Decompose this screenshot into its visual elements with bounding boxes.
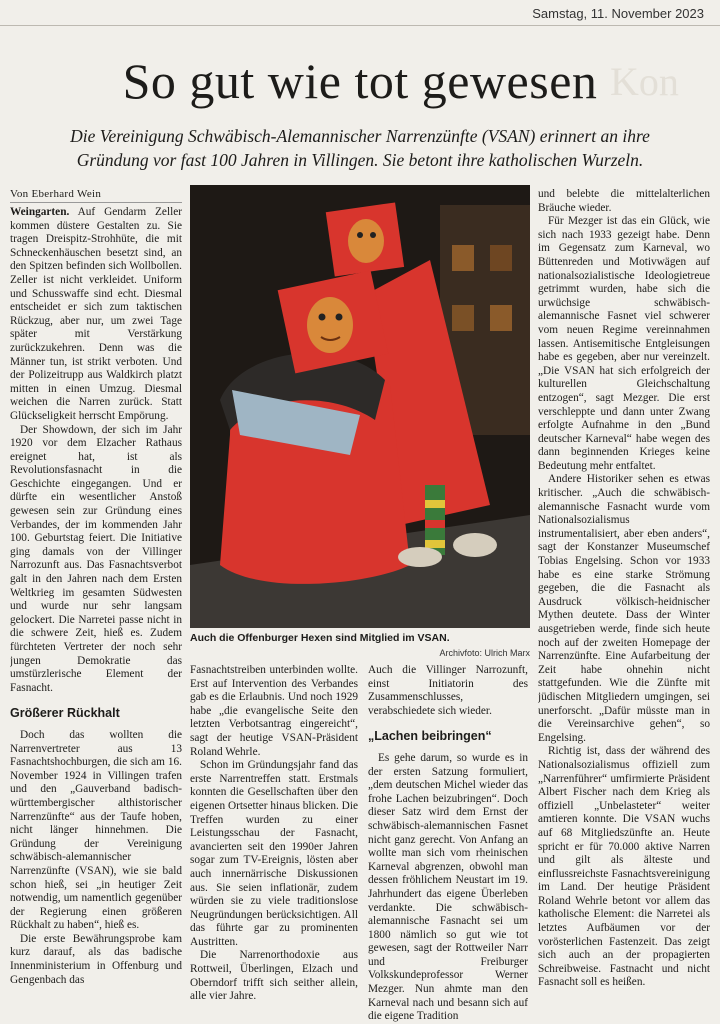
- paragraph: und belebte die mittelalterlichen Bräuche wieder.: [538, 188, 710, 214]
- paragraph: Für Mezger ist das ein Glück, wie sich nach 1933 gezeigt habe. Denn im Gegensatz zum Karneval, wo Büttenreden und Motivwägen auf nationalsozialistische Ideologietreue getrimmt wurden, habe sich die urwüchsige schwäbisch-alemannische Fasnet viel schwerer vom neuen Regime vereinnahmen lassen. Antisemitische Entgleisungen habe es gegeben, aber nur vereinzelt. „Die VSAN hat sich erfolgreich der kulturellen Gleichschaltung entzogen“, sagt Mezger. Die erst verschleppte und dann unter Zwang erfolgte Aufnahme in den „Bund deutscher Karneval“ habe wegen des dann beginnenden Krieges keine Bedeutung mehr entfaltet.: [538, 215, 710, 472]
- paragraph: [10, 206, 182, 424]
- photo-credit: Archivfoto: Ulrich Marx: [439, 648, 530, 658]
- text-column-4: [538, 188, 710, 1024]
- subheading: Größerer Rückhalt: [10, 706, 120, 721]
- paragraph: Fasnachtstreiben unterbinden wollte. Erst auf Intervention des Verbandes gab es die Erlaubnis. Und noch 1929 habe „die evangelische Seite den letzten Verbotsantrag eingereicht“, sagt der heutige VSAN-Präsident Roland Wehrle.: [190, 664, 358, 758]
- paragraph-text: Auf Gendarm Zeller kommen düstere Gestalten zu. Sie tragen Dreispitz-Strohhüte, die mit Schneckenhäuschen besetzt sind, an den Spitzen befinden sich Wollbollen. Zeller ist nicht verkleidet. Uniform und Schusswaffe sind echt. Diesmal entscheidet er sich zum taktischen Rückzug, aber nur, um zwei Tage später mit Verstärkung zurückzukehren. Denn was die Männer tun, ist strikt verboten. Und der Polizeitrupp aus Waldkirch platzt mitten in einen Umzug. Diesmal weichen die Narren zurück. Statt Glückseligkeit herrscht Empörung.: [10, 206, 182, 422]
- article-photo: [190, 185, 530, 628]
- text-column-1: [10, 206, 182, 1024]
- paragraph: Doch das wollten die Narrenvertreter aus 13 Fasnachtshochburgen, die sich am 16. November 1924 in Villingen trafen und den „Gauverband badisch-württembergischer althistorischer Narrenzünfte“ aus der Taufe hoben, nicht länger hinnehmen. Die Gründung der Vereinigung schwäbisch-alemannischer Narrenzünfte (VSAN), wie sie bald schon hieß, sei „in heutiger Zeit notwendig, um namentlich gegenüber der Regierung einen größeren Rückhalt zu haben“, hieß es.: [10, 728, 182, 932]
- text-column-2: [190, 664, 358, 1024]
- article-title: So gut wie tot gewesen: [122, 53, 598, 109]
- article-lead: Die Vereinigung Schwäbisch-Alemannischer Narrenzünfte (VSAN) erinnert an ihre Gründung vor fast 100 Jahren in Villingen. Sie betont ihre katholischen Wurzeln.: [70, 126, 650, 170]
- paragraph: Auch die Villinger Narrozunft, einst Initiatorin des Zusammenschlusses, verabschiedete sich wieder.: [368, 664, 528, 717]
- paragraph: Schon im Gründungsjahr fand das erste Narrentreffen statt. Erstmals konnten die Gesellschaften über den eigenen Ortsetter hinaus blicken. Die Treffen wurden zu einer Leistungsschau der Fasnacht, avancierten seit den 1990er Jahren sogar zum TV-Ereignis, lösten aber auch innernärrische Diskussionen aus. Sie seien inflationär, zudem würden sie zu viele traditionslose Neugründungen berücksichtigen. All das führte gar zu prominenten Austritten.: [190, 759, 358, 948]
- photo-caption: Auch die Offenburger Hexen sind Mitglied im VSAN.: [190, 632, 450, 644]
- paragraph: Andere Historiker sehen es etwas kritischer. „Auch die schwäbisch-alemannische Fasnacht wurde vom Nationalsozialismus instrumentalisiert, aber eben anders“, sagt der Konstanzer Museumschef Tobias Engelsing. Schon vor 1933 habe es eine starke Strömung gegeben, die die Fasnacht als Ausdruck völkisch-heidnischer Mythen deutete. Dass der Winter ausgetrieben werde, finde sich heute noch auf der zweiten Homepage der Narrenzünfte. Eine Aufarbeitung der Zeit habe ohnehin nicht stattgefunden. Wie die Zünfte mit jüdischen Mitgliedern umgingen, sei unerforscht. „Dafür müsste man in die Vereinsarchive gehen“, so Engelsing.: [538, 473, 710, 744]
- paragraph: Richtig ist, dass der während des Nationalsozialismus offiziell zum „Narrenführer“ umfirmierte Präsident Albert Fischer nach dem Krieg als offiziell „Unbelasteter“ weiter amtieren konnte. Die VSAN wuchs auf 68 Mitgliedszünfte an. Heute spricht er für 70.000 aktive Narren und gilt als älteste und einflussreichste Fasnachtsvereinigung im Land. Der heutige Präsident Roland Wehrle betont vor allem das katholische Element: die Narretei als letztes Aufbäumen vor der vorösterlichen Fastenzeit. Das zeigt sich auch an der propagierten Schreibweise. Fastnacht und nicht Fasnacht soll es heißen.: [538, 745, 710, 989]
- paragraph: Der Showdown, der sich im Jahr 1920 vor dem Elzacher Rathaus ereignet hat, ist als Revolutionsfasnacht in die Geschichte eingegangen. Und er dürfte ein wesentlicher Anstoß gewesen sein zur Gründung eines Verbandes, der im kommenden Jahr 100. Geburtstag feiert. Die Initiative ging damals von der Villinger Narrozunft aus. Das Fasnachtsverbot galt in den Jahren nach dem Ersten Weltkrieg im gesamten Südwesten und wurde nur sehr langsam gelockert. Die Narretei passe nicht in die schwere Zeit, hieß es. Zudem fürchteten Vertreter der noch sehr jungen Demokratie das umstürzlerische Element der Fasnacht.: [10, 423, 182, 694]
- paragraph: Die erste Bewährungsprobe kam kurz darauf, als das badische Innenministerium in Offenburg und Gengenbach das: [10, 932, 182, 986]
- author-byline: Von Eberhard Wein: [10, 188, 182, 203]
- paragraph: Es gehe darum, so wurde es in der ersten Satzung formuliert, „dem deutschen Michel wieder das frohe Lachen beizubringen“. Doch dieser Satz wird dem Ernst der schwäbisch-alemannischen Fasnet nicht ganz gerecht. Von Anfang an wollte man sich vom rheinischen Karneval abgrenzen, obwohl man dessen fröhlichem Neustart im 19. Jahrhundert das eigene Überleben verdankte. Die schwäbisch-alemannische Fasnacht sei um 1800 nämlich so gut wie tot gewesen, sagt der Rottweiler Narr und Freiburger Volkskundeprofessor Werner Mezger. Nun ahmte man den Karneval nach und besann sich auf die eigene Tradition: [368, 751, 528, 1023]
- dateline: Weingarten.: [10, 206, 70, 218]
- witch-figures-illustration: [190, 185, 530, 628]
- date-line: Samstag, 11. November 2023: [532, 6, 704, 21]
- paragraph: Die Narrenorthodoxie aus Rottweil, Überlingen, Elzach und Oberndorf trifft sich seither allein, alle vier Jahre.: [190, 949, 358, 1003]
- bleed-through-text: Kon: [610, 59, 679, 104]
- subheading: „Lachen beibringen“: [368, 729, 492, 744]
- header-rule: [0, 25, 720, 26]
- text-column-3: [368, 664, 528, 1024]
